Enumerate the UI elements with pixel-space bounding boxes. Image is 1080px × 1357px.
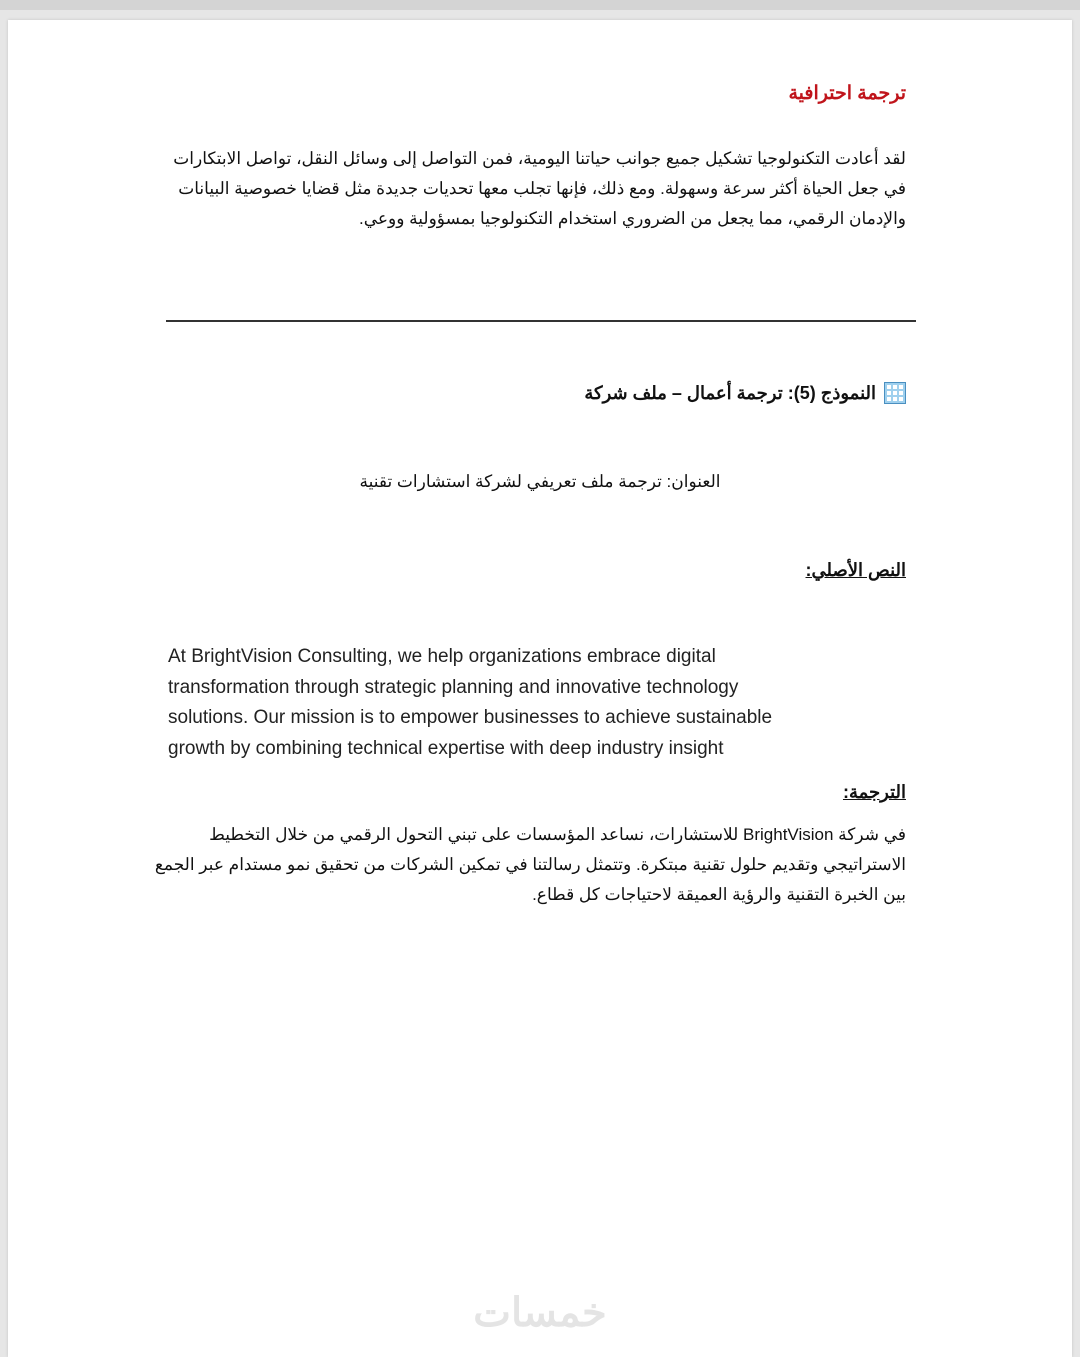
translation-text xyxy=(155,820,906,910)
horizontal-divider xyxy=(166,320,916,322)
original-line: growth by combining technical expertise with deep industry insight xyxy=(168,737,724,759)
original-line: transformation through strategic planning and innovative technology xyxy=(168,676,739,698)
intro-paragraph xyxy=(173,144,906,234)
translation-line: الاستراتيجي وتقديم حلول تقنية مبتكرة. وتتمثل رسالتنا في تمكين الشركات من تحقيق نمو مستدام عبر الجمع xyxy=(154,855,906,874)
original-line: solutions. Our mission is to empower businesses to achieve sustainable xyxy=(168,707,773,728)
document-page xyxy=(8,20,1072,1357)
office-building-icon xyxy=(884,382,906,404)
original-text-label: النص الأصلي: xyxy=(805,560,906,580)
original-text xyxy=(168,642,772,764)
sample-heading xyxy=(584,382,906,404)
translation-line: في شركة BrightVision للاستشارات، نساعد المؤسسات على تبني التحول الرقمي من خلال التخطيط xyxy=(209,825,906,844)
intro-line: والإدمان الرقمي، مما يجعل من الضروري استخدام التكنولوجيا بمسؤولية ووعي. xyxy=(358,209,906,228)
translation-label: الترجمة: xyxy=(842,782,906,802)
section-title: ترجمة احترافية xyxy=(788,83,906,104)
translation-line: بين الخبرة التقنية والرؤية العميقة لاحتياجات كل قطاع. xyxy=(532,885,906,904)
sample-subtitle: العنوان: ترجمة ملف تعريفي لشركة استشارات تقنية xyxy=(359,472,721,491)
intro-line: في جعل الحياة أكثر سرعة وسهولة. ومع ذلك، فإنها تجلب معها تحديات جديدة مثل قضايا خصوصية البيانات xyxy=(178,179,906,198)
intro-line: لقد أعادت التكنولوجيا تشكيل جميع جوانب حياتنا اليومية، فمن التواصل إلى وسائل النقل، تواصل الابتكارات xyxy=(173,149,906,168)
sample-heading-text: النموذج (5): ترجمة أعمال – ملف شركة xyxy=(584,382,876,403)
original-line: At BrightVision Consulting, we help organizations embrace digital xyxy=(168,646,716,667)
watermark-logo: خمسات xyxy=(473,1291,607,1335)
viewer-top-bar xyxy=(0,0,1080,10)
